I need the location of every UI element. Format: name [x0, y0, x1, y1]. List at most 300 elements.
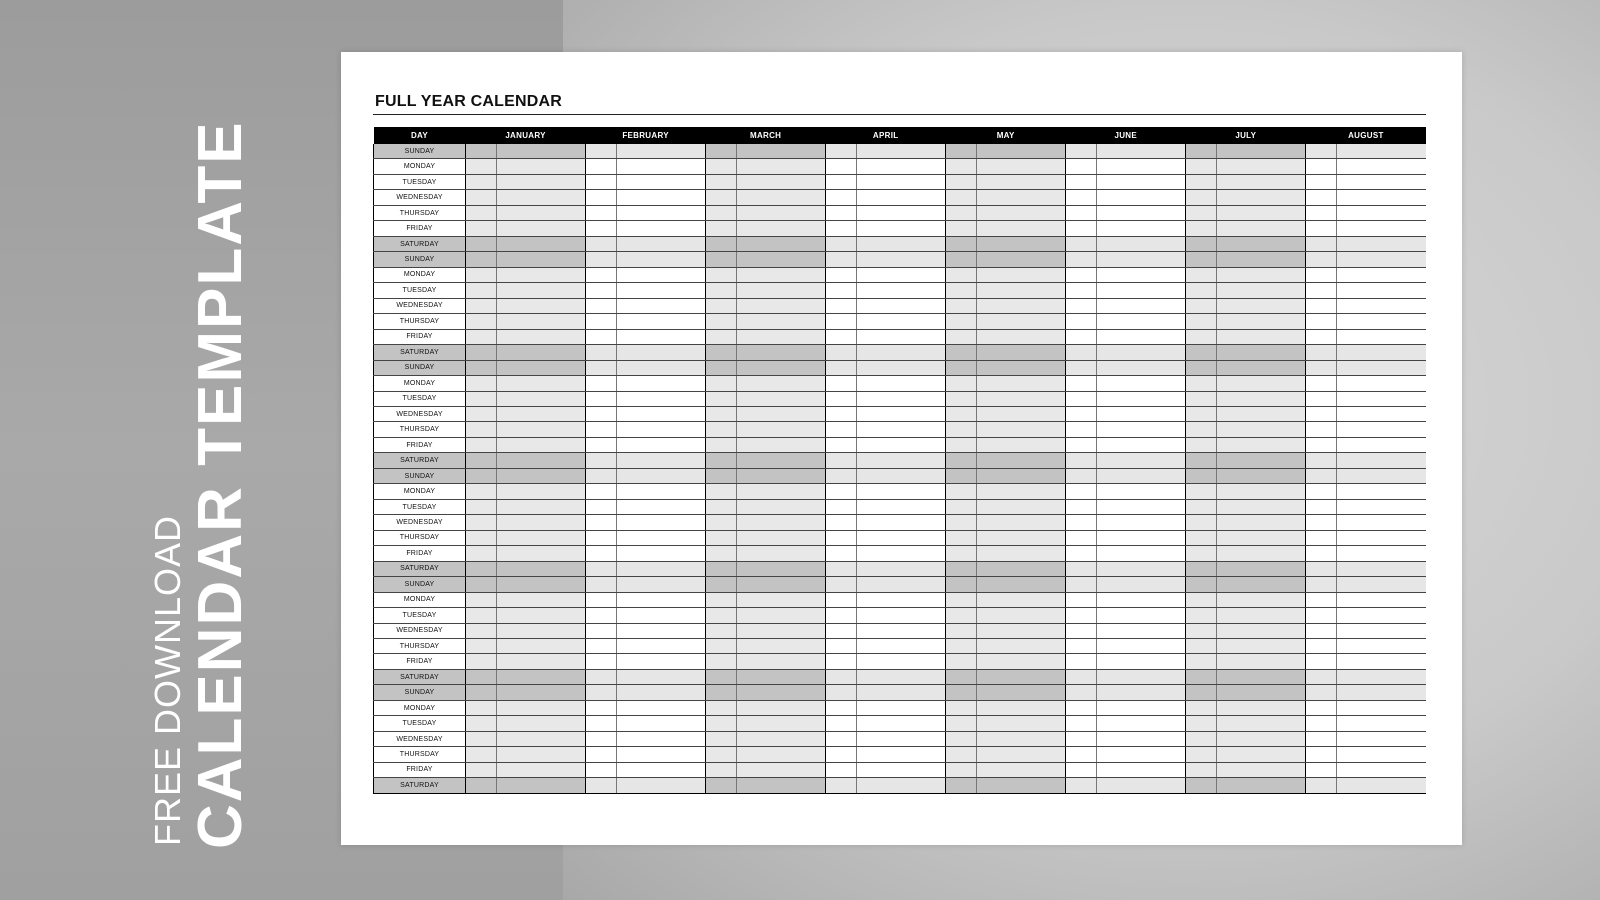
- date-cell-january[interactable]: [466, 577, 497, 592]
- date-cell-february[interactable]: [586, 515, 617, 530]
- date-cell-january[interactable]: [466, 608, 497, 623]
- date-cell-may[interactable]: [946, 144, 977, 159]
- date-cell-june[interactable]: [1066, 762, 1097, 777]
- note-cell-may[interactable]: [977, 592, 1066, 607]
- date-cell-june[interactable]: [1066, 530, 1097, 545]
- date-cell-may[interactable]: [946, 530, 977, 545]
- date-cell-june[interactable]: [1066, 577, 1097, 592]
- date-cell-may[interactable]: [946, 747, 977, 762]
- date-cell-august[interactable]: [1306, 592, 1337, 607]
- note-cell-july[interactable]: [1217, 468, 1306, 483]
- date-cell-august[interactable]: [1306, 654, 1337, 669]
- note-cell-august[interactable]: [1337, 669, 1426, 684]
- date-cell-march[interactable]: [706, 762, 737, 777]
- date-cell-april[interactable]: [826, 422, 857, 437]
- note-cell-april[interactable]: [857, 236, 946, 251]
- date-cell-august[interactable]: [1306, 453, 1337, 468]
- note-cell-august[interactable]: [1337, 577, 1426, 592]
- note-cell-april[interactable]: [857, 252, 946, 267]
- note-cell-august[interactable]: [1337, 252, 1426, 267]
- date-cell-february[interactable]: [586, 391, 617, 406]
- note-cell-march[interactable]: [737, 267, 826, 282]
- date-cell-january[interactable]: [466, 778, 497, 794]
- date-cell-april[interactable]: [826, 283, 857, 298]
- note-cell-april[interactable]: [857, 205, 946, 220]
- date-cell-july[interactable]: [1186, 437, 1217, 452]
- date-cell-august[interactable]: [1306, 468, 1337, 483]
- note-cell-june[interactable]: [1097, 577, 1186, 592]
- date-cell-july[interactable]: [1186, 484, 1217, 499]
- date-cell-march[interactable]: [706, 639, 737, 654]
- date-cell-february[interactable]: [586, 314, 617, 329]
- date-cell-april[interactable]: [826, 700, 857, 715]
- date-cell-february[interactable]: [586, 747, 617, 762]
- note-cell-may[interactable]: [977, 159, 1066, 174]
- note-cell-january[interactable]: [497, 159, 586, 174]
- note-cell-july[interactable]: [1217, 623, 1306, 638]
- note-cell-august[interactable]: [1337, 144, 1426, 159]
- note-cell-august[interactable]: [1337, 174, 1426, 189]
- note-cell-august[interactable]: [1337, 376, 1426, 391]
- date-cell-july[interactable]: [1186, 345, 1217, 360]
- note-cell-february[interactable]: [617, 546, 706, 561]
- note-cell-may[interactable]: [977, 283, 1066, 298]
- date-cell-may[interactable]: [946, 561, 977, 576]
- note-cell-july[interactable]: [1217, 484, 1306, 499]
- date-cell-june[interactable]: [1066, 639, 1097, 654]
- note-cell-may[interactable]: [977, 453, 1066, 468]
- note-cell-may[interactable]: [977, 267, 1066, 282]
- note-cell-march[interactable]: [737, 592, 826, 607]
- date-cell-march[interactable]: [706, 391, 737, 406]
- note-cell-june[interactable]: [1097, 700, 1186, 715]
- note-cell-february[interactable]: [617, 608, 706, 623]
- date-cell-july[interactable]: [1186, 252, 1217, 267]
- date-cell-may[interactable]: [946, 468, 977, 483]
- date-cell-august[interactable]: [1306, 236, 1337, 251]
- note-cell-january[interactable]: [497, 174, 586, 189]
- date-cell-july[interactable]: [1186, 530, 1217, 545]
- note-cell-april[interactable]: [857, 700, 946, 715]
- date-cell-june[interactable]: [1066, 422, 1097, 437]
- date-cell-may[interactable]: [946, 391, 977, 406]
- note-cell-july[interactable]: [1217, 639, 1306, 654]
- note-cell-august[interactable]: [1337, 406, 1426, 421]
- note-cell-august[interactable]: [1337, 345, 1426, 360]
- date-cell-august[interactable]: [1306, 314, 1337, 329]
- note-cell-august[interactable]: [1337, 236, 1426, 251]
- date-cell-may[interactable]: [946, 515, 977, 530]
- note-cell-january[interactable]: [497, 778, 586, 794]
- date-cell-june[interactable]: [1066, 484, 1097, 499]
- date-cell-march[interactable]: [706, 144, 737, 159]
- date-cell-march[interactable]: [706, 716, 737, 731]
- note-cell-june[interactable]: [1097, 468, 1186, 483]
- note-cell-august[interactable]: [1337, 314, 1426, 329]
- date-cell-august[interactable]: [1306, 190, 1337, 205]
- date-cell-february[interactable]: [586, 731, 617, 746]
- date-cell-may[interactable]: [946, 298, 977, 313]
- date-cell-march[interactable]: [706, 468, 737, 483]
- note-cell-april[interactable]: [857, 345, 946, 360]
- note-cell-june[interactable]: [1097, 144, 1186, 159]
- note-cell-march[interactable]: [737, 174, 826, 189]
- date-cell-august[interactable]: [1306, 577, 1337, 592]
- note-cell-april[interactable]: [857, 190, 946, 205]
- date-cell-june[interactable]: [1066, 236, 1097, 251]
- note-cell-may[interactable]: [977, 685, 1066, 700]
- date-cell-august[interactable]: [1306, 530, 1337, 545]
- note-cell-march[interactable]: [737, 314, 826, 329]
- note-cell-march[interactable]: [737, 360, 826, 375]
- note-cell-june[interactable]: [1097, 716, 1186, 731]
- note-cell-february[interactable]: [617, 190, 706, 205]
- note-cell-june[interactable]: [1097, 376, 1186, 391]
- note-cell-january[interactable]: [497, 546, 586, 561]
- note-cell-may[interactable]: [977, 221, 1066, 236]
- note-cell-january[interactable]: [497, 716, 586, 731]
- note-cell-june[interactable]: [1097, 345, 1186, 360]
- note-cell-july[interactable]: [1217, 669, 1306, 684]
- date-cell-january[interactable]: [466, 221, 497, 236]
- note-cell-august[interactable]: [1337, 716, 1426, 731]
- date-cell-january[interactable]: [466, 716, 497, 731]
- note-cell-june[interactable]: [1097, 236, 1186, 251]
- note-cell-february[interactable]: [617, 561, 706, 576]
- date-cell-february[interactable]: [586, 283, 617, 298]
- note-cell-january[interactable]: [497, 406, 586, 421]
- date-cell-june[interactable]: [1066, 252, 1097, 267]
- note-cell-august[interactable]: [1337, 639, 1426, 654]
- note-cell-june[interactable]: [1097, 623, 1186, 638]
- note-cell-july[interactable]: [1217, 298, 1306, 313]
- date-cell-august[interactable]: [1306, 174, 1337, 189]
- note-cell-june[interactable]: [1097, 298, 1186, 313]
- date-cell-february[interactable]: [586, 639, 617, 654]
- note-cell-june[interactable]: [1097, 546, 1186, 561]
- note-cell-may[interactable]: [977, 747, 1066, 762]
- date-cell-august[interactable]: [1306, 778, 1337, 794]
- date-cell-march[interactable]: [706, 778, 737, 794]
- date-cell-may[interactable]: [946, 546, 977, 561]
- date-cell-april[interactable]: [826, 159, 857, 174]
- note-cell-june[interactable]: [1097, 608, 1186, 623]
- date-cell-june[interactable]: [1066, 778, 1097, 794]
- date-cell-march[interactable]: [706, 236, 737, 251]
- date-cell-april[interactable]: [826, 577, 857, 592]
- date-cell-march[interactable]: [706, 437, 737, 452]
- date-cell-june[interactable]: [1066, 437, 1097, 452]
- date-cell-april[interactable]: [826, 561, 857, 576]
- date-cell-february[interactable]: [586, 623, 617, 638]
- note-cell-january[interactable]: [497, 731, 586, 746]
- note-cell-june[interactable]: [1097, 747, 1186, 762]
- date-cell-july[interactable]: [1186, 283, 1217, 298]
- date-cell-august[interactable]: [1306, 608, 1337, 623]
- date-cell-may[interactable]: [946, 345, 977, 360]
- date-cell-august[interactable]: [1306, 144, 1337, 159]
- date-cell-april[interactable]: [826, 314, 857, 329]
- date-cell-may[interactable]: [946, 700, 977, 715]
- date-cell-june[interactable]: [1066, 159, 1097, 174]
- note-cell-july[interactable]: [1217, 329, 1306, 344]
- date-cell-august[interactable]: [1306, 221, 1337, 236]
- date-cell-march[interactable]: [706, 159, 737, 174]
- date-cell-january[interactable]: [466, 298, 497, 313]
- note-cell-june[interactable]: [1097, 190, 1186, 205]
- note-cell-february[interactable]: [617, 360, 706, 375]
- note-cell-may[interactable]: [977, 499, 1066, 514]
- date-cell-may[interactable]: [946, 159, 977, 174]
- date-cell-march[interactable]: [706, 376, 737, 391]
- date-cell-february[interactable]: [586, 345, 617, 360]
- note-cell-may[interactable]: [977, 236, 1066, 251]
- note-cell-may[interactable]: [977, 391, 1066, 406]
- date-cell-march[interactable]: [706, 577, 737, 592]
- note-cell-june[interactable]: [1097, 221, 1186, 236]
- note-cell-january[interactable]: [497, 608, 586, 623]
- note-cell-february[interactable]: [617, 422, 706, 437]
- date-cell-january[interactable]: [466, 252, 497, 267]
- date-cell-january[interactable]: [466, 685, 497, 700]
- date-cell-july[interactable]: [1186, 391, 1217, 406]
- date-cell-june[interactable]: [1066, 174, 1097, 189]
- date-cell-march[interactable]: [706, 608, 737, 623]
- note-cell-april[interactable]: [857, 592, 946, 607]
- note-cell-march[interactable]: [737, 700, 826, 715]
- note-cell-july[interactable]: [1217, 283, 1306, 298]
- date-cell-june[interactable]: [1066, 468, 1097, 483]
- date-cell-july[interactable]: [1186, 174, 1217, 189]
- note-cell-may[interactable]: [977, 561, 1066, 576]
- note-cell-january[interactable]: [497, 685, 586, 700]
- note-cell-may[interactable]: [977, 329, 1066, 344]
- date-cell-january[interactable]: [466, 144, 497, 159]
- date-cell-may[interactable]: [946, 360, 977, 375]
- note-cell-may[interactable]: [977, 406, 1066, 421]
- note-cell-june[interactable]: [1097, 174, 1186, 189]
- note-cell-january[interactable]: [497, 747, 586, 762]
- note-cell-june[interactable]: [1097, 654, 1186, 669]
- date-cell-january[interactable]: [466, 345, 497, 360]
- note-cell-april[interactable]: [857, 159, 946, 174]
- note-cell-june[interactable]: [1097, 685, 1186, 700]
- date-cell-august[interactable]: [1306, 731, 1337, 746]
- date-cell-april[interactable]: [826, 205, 857, 220]
- note-cell-june[interactable]: [1097, 453, 1186, 468]
- date-cell-february[interactable]: [586, 252, 617, 267]
- note-cell-february[interactable]: [617, 731, 706, 746]
- date-cell-march[interactable]: [706, 174, 737, 189]
- date-cell-june[interactable]: [1066, 669, 1097, 684]
- note-cell-june[interactable]: [1097, 314, 1186, 329]
- date-cell-july[interactable]: [1186, 298, 1217, 313]
- note-cell-may[interactable]: [977, 422, 1066, 437]
- note-cell-february[interactable]: [617, 144, 706, 159]
- note-cell-january[interactable]: [497, 592, 586, 607]
- note-cell-june[interactable]: [1097, 252, 1186, 267]
- note-cell-april[interactable]: [857, 499, 946, 514]
- note-cell-june[interactable]: [1097, 515, 1186, 530]
- note-cell-february[interactable]: [617, 283, 706, 298]
- date-cell-july[interactable]: [1186, 422, 1217, 437]
- date-cell-june[interactable]: [1066, 716, 1097, 731]
- date-cell-july[interactable]: [1186, 468, 1217, 483]
- note-cell-april[interactable]: [857, 283, 946, 298]
- note-cell-april[interactable]: [857, 360, 946, 375]
- date-cell-august[interactable]: [1306, 252, 1337, 267]
- date-cell-january[interactable]: [466, 267, 497, 282]
- note-cell-february[interactable]: [617, 716, 706, 731]
- date-cell-january[interactable]: [466, 669, 497, 684]
- note-cell-july[interactable]: [1217, 499, 1306, 514]
- date-cell-january[interactable]: [466, 654, 497, 669]
- note-cell-august[interactable]: [1337, 747, 1426, 762]
- date-cell-may[interactable]: [946, 577, 977, 592]
- note-cell-february[interactable]: [617, 252, 706, 267]
- note-cell-january[interactable]: [497, 530, 586, 545]
- note-cell-july[interactable]: [1217, 345, 1306, 360]
- date-cell-may[interactable]: [946, 267, 977, 282]
- date-cell-april[interactable]: [826, 639, 857, 654]
- date-cell-february[interactable]: [586, 453, 617, 468]
- date-cell-march[interactable]: [706, 499, 737, 514]
- note-cell-march[interactable]: [737, 468, 826, 483]
- note-cell-july[interactable]: [1217, 716, 1306, 731]
- date-cell-june[interactable]: [1066, 314, 1097, 329]
- note-cell-march[interactable]: [737, 639, 826, 654]
- date-cell-march[interactable]: [706, 345, 737, 360]
- date-cell-july[interactable]: [1186, 778, 1217, 794]
- note-cell-august[interactable]: [1337, 298, 1426, 313]
- date-cell-july[interactable]: [1186, 577, 1217, 592]
- date-cell-april[interactable]: [826, 144, 857, 159]
- note-cell-august[interactable]: [1337, 700, 1426, 715]
- date-cell-august[interactable]: [1306, 623, 1337, 638]
- date-cell-august[interactable]: [1306, 391, 1337, 406]
- note-cell-april[interactable]: [857, 391, 946, 406]
- note-cell-may[interactable]: [977, 623, 1066, 638]
- note-cell-january[interactable]: [497, 144, 586, 159]
- note-cell-january[interactable]: [497, 453, 586, 468]
- date-cell-july[interactable]: [1186, 669, 1217, 684]
- date-cell-june[interactable]: [1066, 329, 1097, 344]
- date-cell-april[interactable]: [826, 546, 857, 561]
- date-cell-may[interactable]: [946, 639, 977, 654]
- note-cell-april[interactable]: [857, 437, 946, 452]
- date-cell-may[interactable]: [946, 406, 977, 421]
- date-cell-february[interactable]: [586, 499, 617, 514]
- date-cell-june[interactable]: [1066, 561, 1097, 576]
- note-cell-june[interactable]: [1097, 406, 1186, 421]
- date-cell-january[interactable]: [466, 468, 497, 483]
- date-cell-june[interactable]: [1066, 453, 1097, 468]
- note-cell-july[interactable]: [1217, 422, 1306, 437]
- date-cell-june[interactable]: [1066, 592, 1097, 607]
- date-cell-june[interactable]: [1066, 623, 1097, 638]
- date-cell-may[interactable]: [946, 190, 977, 205]
- date-cell-january[interactable]: [466, 530, 497, 545]
- date-cell-february[interactable]: [586, 144, 617, 159]
- note-cell-august[interactable]: [1337, 546, 1426, 561]
- note-cell-august[interactable]: [1337, 468, 1426, 483]
- date-cell-january[interactable]: [466, 623, 497, 638]
- note-cell-january[interactable]: [497, 345, 586, 360]
- date-cell-march[interactable]: [706, 747, 737, 762]
- date-cell-april[interactable]: [826, 345, 857, 360]
- date-cell-august[interactable]: [1306, 159, 1337, 174]
- date-cell-january[interactable]: [466, 515, 497, 530]
- note-cell-june[interactable]: [1097, 669, 1186, 684]
- date-cell-march[interactable]: [706, 406, 737, 421]
- note-cell-april[interactable]: [857, 639, 946, 654]
- note-cell-july[interactable]: [1217, 778, 1306, 794]
- date-cell-may[interactable]: [946, 453, 977, 468]
- date-cell-march[interactable]: [706, 267, 737, 282]
- date-cell-january[interactable]: [466, 453, 497, 468]
- date-cell-august[interactable]: [1306, 329, 1337, 344]
- date-cell-january[interactable]: [466, 190, 497, 205]
- date-cell-august[interactable]: [1306, 561, 1337, 576]
- date-cell-march[interactable]: [706, 360, 737, 375]
- note-cell-march[interactable]: [737, 623, 826, 638]
- date-cell-may[interactable]: [946, 685, 977, 700]
- note-cell-august[interactable]: [1337, 654, 1426, 669]
- date-cell-april[interactable]: [826, 329, 857, 344]
- note-cell-january[interactable]: [497, 468, 586, 483]
- date-cell-may[interactable]: [946, 314, 977, 329]
- note-cell-june[interactable]: [1097, 391, 1186, 406]
- note-cell-march[interactable]: [737, 329, 826, 344]
- note-cell-january[interactable]: [497, 314, 586, 329]
- date-cell-february[interactable]: [586, 267, 617, 282]
- date-cell-july[interactable]: [1186, 515, 1217, 530]
- note-cell-february[interactable]: [617, 314, 706, 329]
- note-cell-may[interactable]: [977, 190, 1066, 205]
- date-cell-january[interactable]: [466, 762, 497, 777]
- date-cell-june[interactable]: [1066, 376, 1097, 391]
- note-cell-may[interactable]: [977, 778, 1066, 794]
- date-cell-june[interactable]: [1066, 654, 1097, 669]
- note-cell-february[interactable]: [617, 205, 706, 220]
- note-cell-april[interactable]: [857, 468, 946, 483]
- note-cell-august[interactable]: [1337, 360, 1426, 375]
- date-cell-july[interactable]: [1186, 546, 1217, 561]
- date-cell-january[interactable]: [466, 499, 497, 514]
- note-cell-july[interactable]: [1217, 577, 1306, 592]
- note-cell-february[interactable]: [617, 639, 706, 654]
- date-cell-june[interactable]: [1066, 391, 1097, 406]
- note-cell-january[interactable]: [497, 700, 586, 715]
- date-cell-january[interactable]: [466, 546, 497, 561]
- note-cell-march[interactable]: [737, 685, 826, 700]
- note-cell-february[interactable]: [617, 484, 706, 499]
- note-cell-june[interactable]: [1097, 283, 1186, 298]
- note-cell-may[interactable]: [977, 530, 1066, 545]
- note-cell-march[interactable]: [737, 515, 826, 530]
- note-cell-february[interactable]: [617, 762, 706, 777]
- note-cell-march[interactable]: [737, 221, 826, 236]
- note-cell-march[interactable]: [737, 731, 826, 746]
- note-cell-march[interactable]: [737, 716, 826, 731]
- note-cell-march[interactable]: [737, 190, 826, 205]
- date-cell-may[interactable]: [946, 329, 977, 344]
- date-cell-may[interactable]: [946, 437, 977, 452]
- note-cell-january[interactable]: [497, 654, 586, 669]
- note-cell-january[interactable]: [497, 205, 586, 220]
- date-cell-january[interactable]: [466, 159, 497, 174]
- note-cell-april[interactable]: [857, 731, 946, 746]
